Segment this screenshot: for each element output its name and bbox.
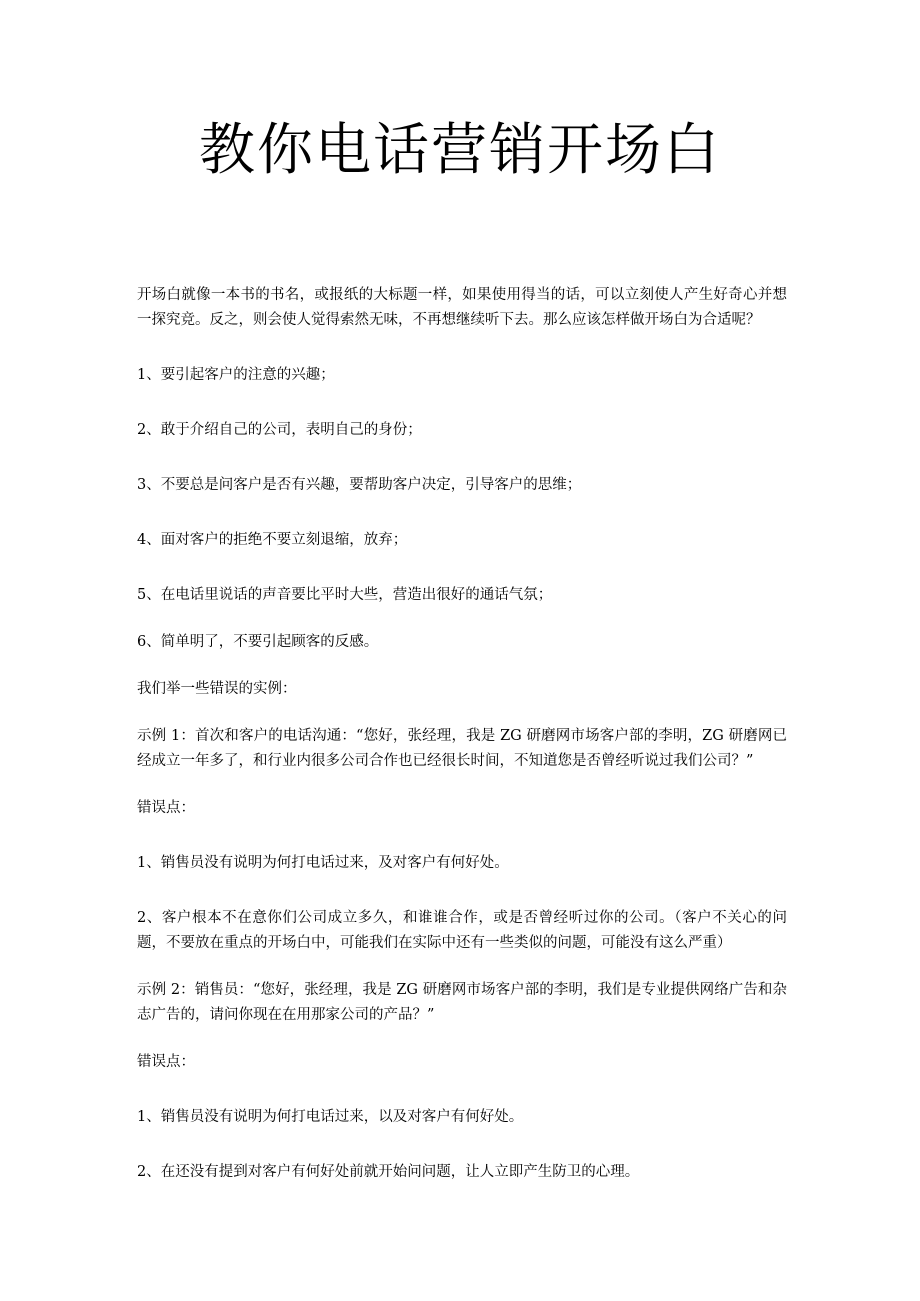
error-heading-1: 错误点： — [137, 800, 195, 816]
tip-2: 2、敢于介绍自己的公司，表明自己的身份； — [137, 422, 422, 438]
example-2: 示例 2：销售员：“您好，张经理，我是 ZG 研磨网市场客户部的李明，我们是专业提供网络广告和杂志广告的，请问你现在在用那家公司的产品？” — [137, 982, 787, 1023]
tip-6: 6、简单明了，不要引起顾客的反感。 — [137, 634, 379, 650]
intro-paragraph: 开场白就像一本书的书名，或报纸的大标题一样，如果使用得当的话，可以立刻使人产生好奇心并想一探究竞。反之，则会使人觉得索然无味，不再想继续听下去。那么应该怎样做开场白为合适呢？ — [137, 287, 787, 328]
document-body — [137, 283, 787, 1185]
error-2-point-2: 2、在还没有提到对客户有何好处前就开始问问题，让人立即产生防卫的心理。 — [137, 1164, 640, 1180]
examples-intro: 我们举一些错误的实例： — [137, 681, 297, 697]
example-1: 示例 1：首次和客户的电话沟通：“您好，张经理，我是 ZG 研磨网市场客户部的李明，ZG 研磨网已经成立一年多了，和行业内很多公司合作也已经很长时间，不知道您是否曾经听说过我们公司？” — [137, 728, 787, 769]
tip-3: 3、不要总是问客户是否有兴趣，要帮助客户决定，引导客户的思维； — [137, 477, 582, 493]
error-1-point-1: 1、销售员没有说明为何打电话过来，及对客户有何好处。 — [137, 855, 509, 871]
document-title: 教你电话营销开场白 — [199, 118, 721, 183]
error-1-point-2: 2、客户根本不在意你们公司成立多久，和谁谁合作，或是否曾经听过你的公司。（客户不关心的问题，不要放在重点的开场白中，可能我们在实际中还有一些类似的问题，可能没有这么严重） — [137, 910, 787, 951]
error-heading-2: 错误点： — [137, 1054, 195, 1070]
error-2-point-1: 1、销售员没有说明为何打电话过来，以及对客户有何好处。 — [137, 1109, 524, 1125]
tip-1: 1、要引起客户的注意的兴趣； — [137, 367, 335, 383]
tip-5: 5、在电话里说话的声音要比平时大些，营造出很好的通话气氛； — [137, 587, 553, 603]
tip-4: 4、面对客户的拒绝不要立刻退缩，放弃； — [137, 532, 408, 548]
